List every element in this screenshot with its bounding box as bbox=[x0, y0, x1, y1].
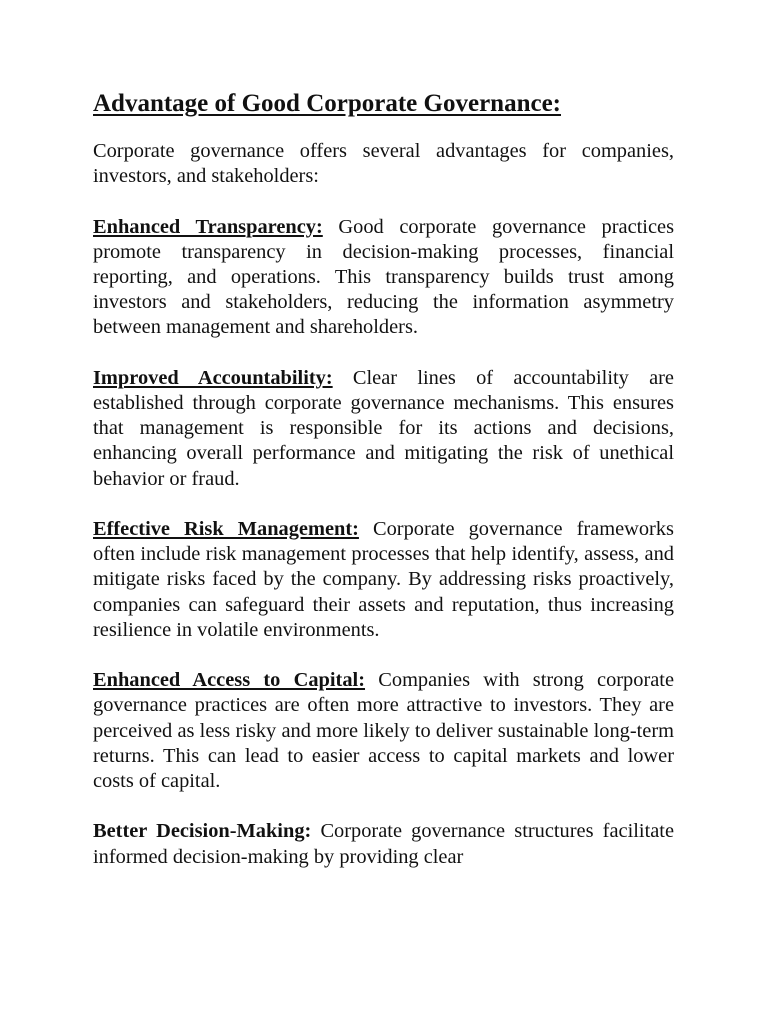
section-heading: Enhanced Access to Capital: bbox=[93, 669, 366, 692]
section-text: Corporate governance frameworks often include risk management processes that help identify, assess, and mitigate risks faced by the company. By addressing risks proactively, companies can safeguard their assets and reputation, thus increasing resilience in volatile environments. bbox=[93, 518, 674, 641]
section-text: Companies with strong corporate governance practices are often more attractive to investors. They are perceived as less risky and more likely to deliver sustainable long-term returns. This can lead to easier access to capital markets and lower costs of capital. bbox=[93, 669, 674, 793]
section-text: Clear lines of accountability are established through corporate governance mechanisms. This ensures that management is responsible for its actions and decisions, enhancing overall performance and mitigating the risk of unethical behavior or fraud. bbox=[93, 366, 674, 490]
section-heading: Improved Accountability: bbox=[93, 366, 333, 389]
section-better-decision-making bbox=[93, 819, 674, 869]
document-title: Advantage of Good Corporate Governance: bbox=[93, 90, 561, 117]
section-enhanced-access-to-capital bbox=[93, 668, 674, 794]
section-heading: Effective Risk Management: bbox=[93, 518, 359, 540]
section-heading: Better Decision-Making: bbox=[93, 820, 312, 843]
section-enhanced-transparency bbox=[93, 215, 674, 341]
section-effective-risk-management bbox=[93, 517, 674, 643]
section-text: Good corporate governance practices promote transparency in decision-making processes, financial reporting, and operations. This transparency builds trust among investors and stakeholders, reducing the information asymmetry between management and shareholders. bbox=[93, 215, 674, 339]
section-heading: Enhanced Transparency: bbox=[93, 215, 323, 238]
section-text: Corporate governance structures facilitate informed decision-making by providing clear bbox=[93, 820, 674, 868]
intro-paragraph: Corporate governance offers several advantages for companies, investors, and stakeholders: bbox=[93, 140, 674, 188]
section-improved-accountability bbox=[93, 366, 674, 492]
document-page bbox=[93, 88, 674, 895]
